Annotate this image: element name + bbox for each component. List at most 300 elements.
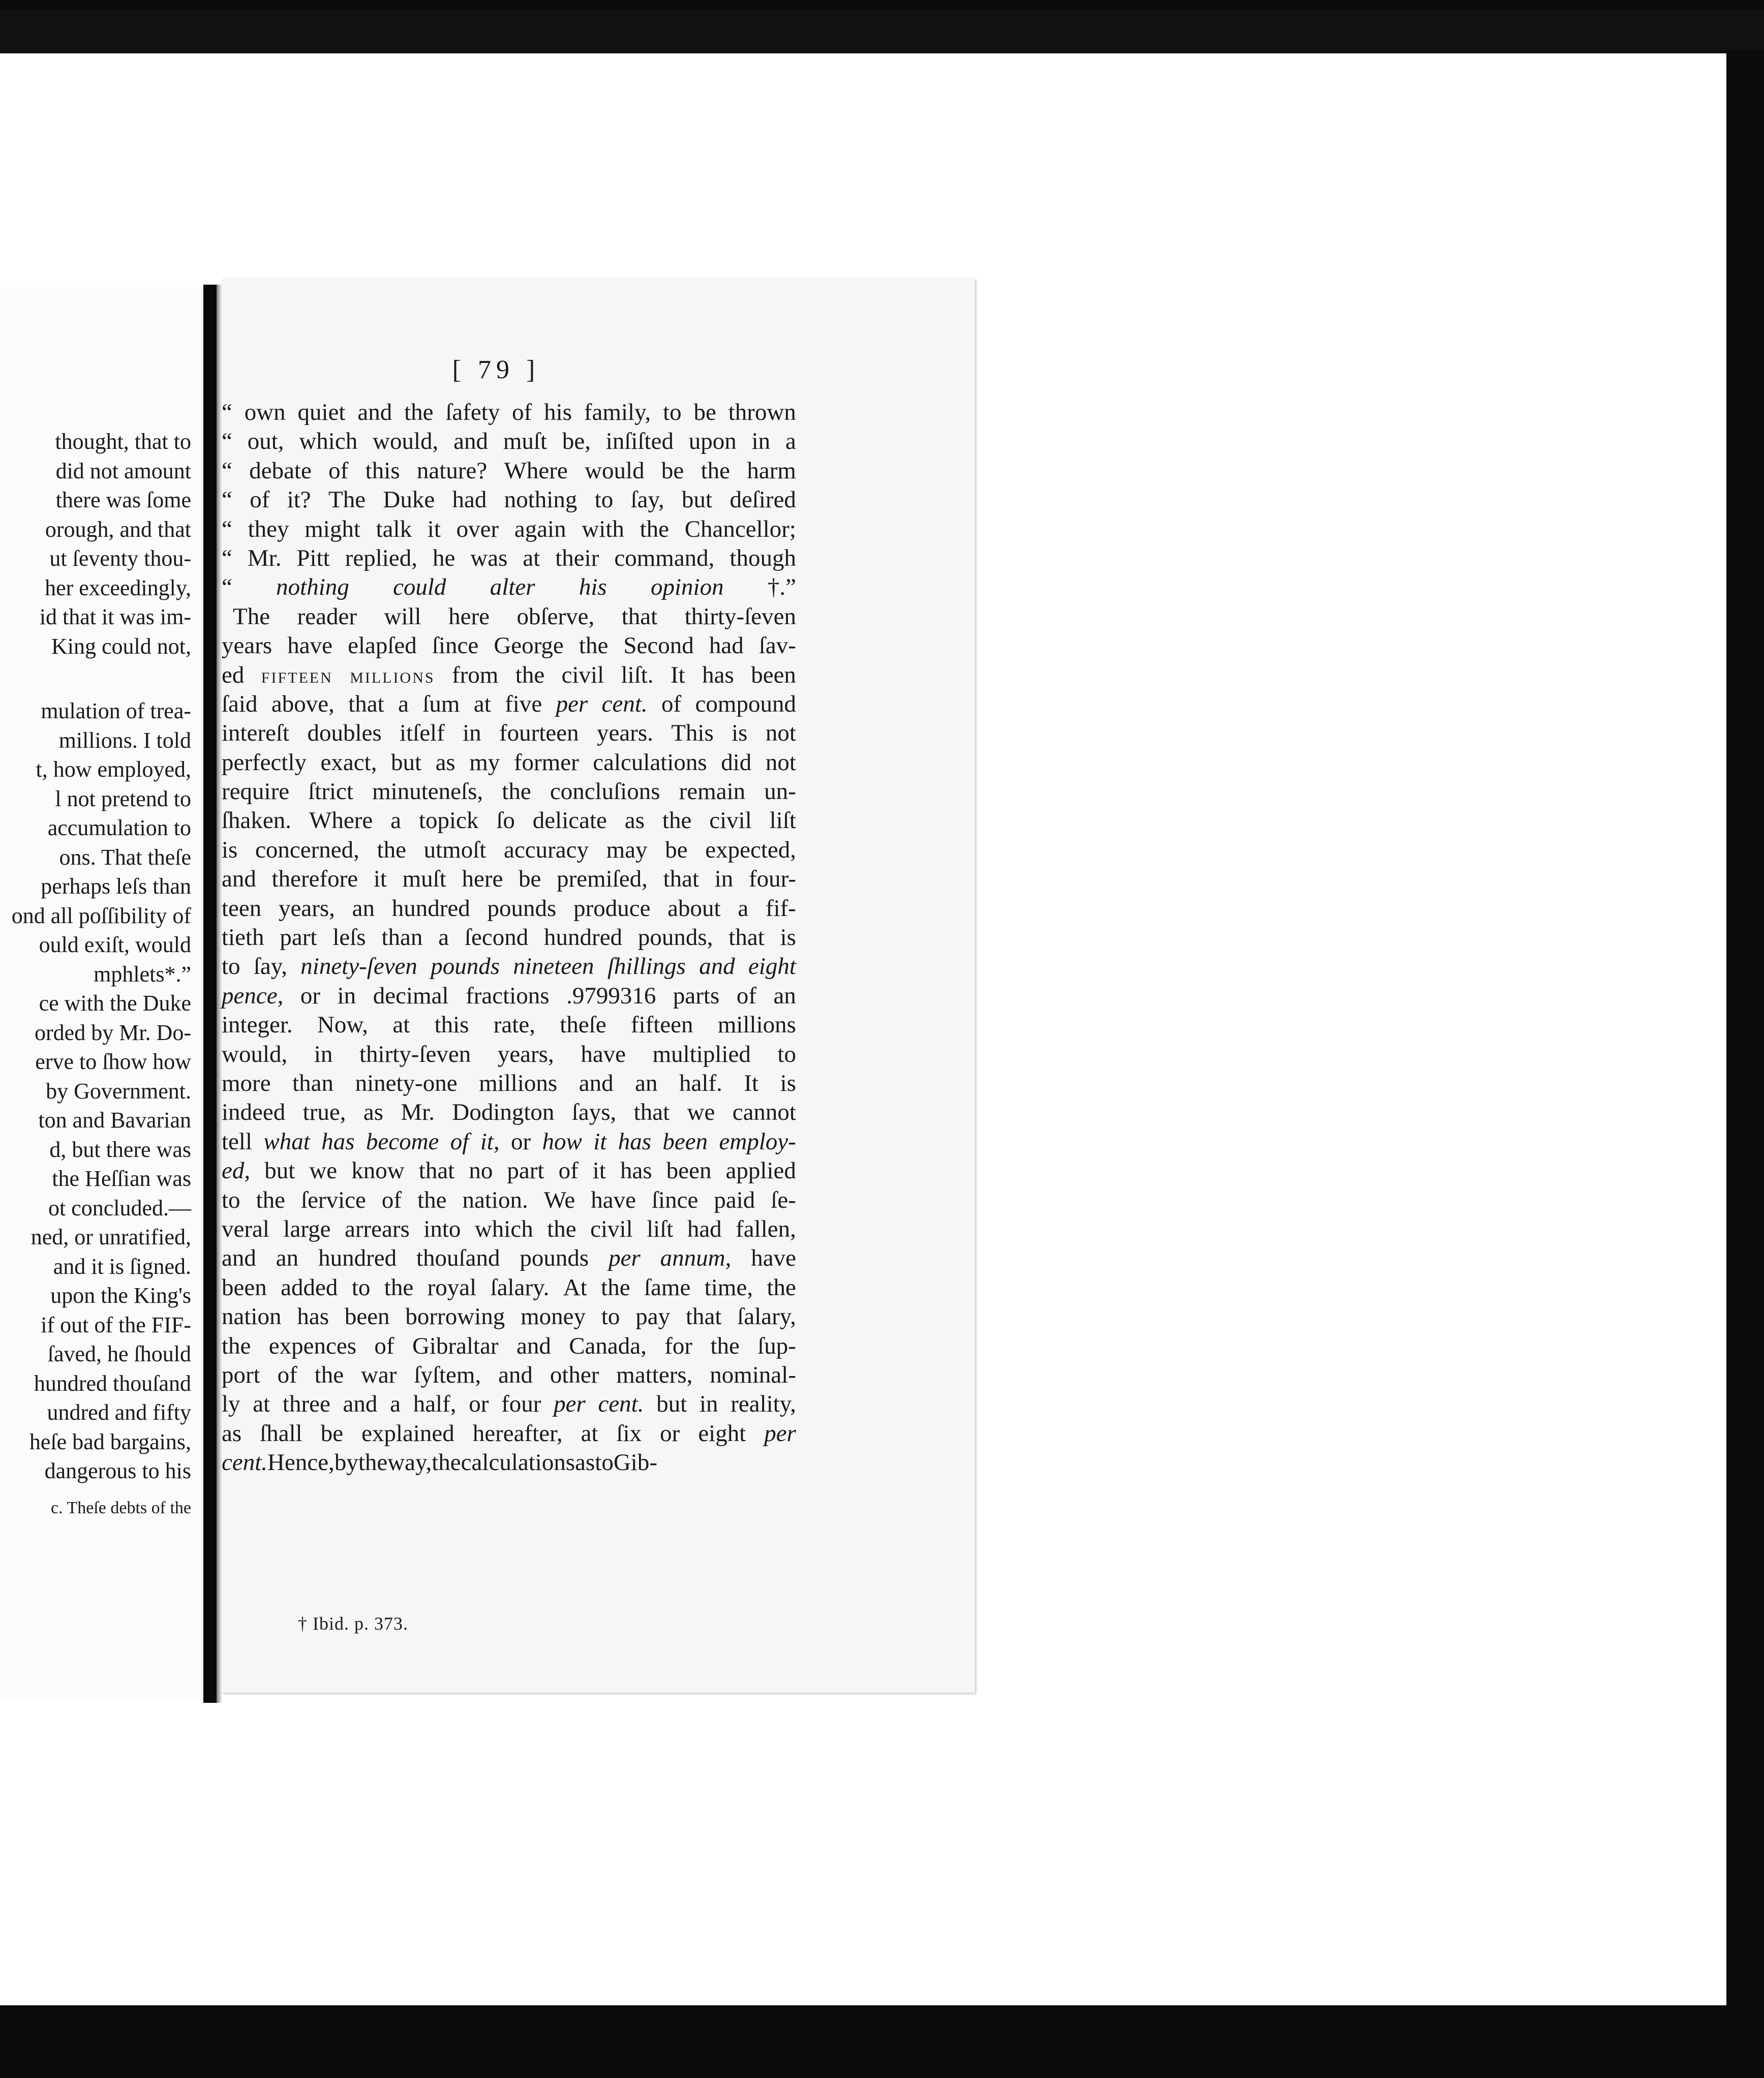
word: former: [513, 749, 579, 776]
word: nominal-: [710, 1361, 796, 1388]
word: or: [469, 1391, 489, 1418]
word: be: [320, 1420, 344, 1447]
text-line: [222, 894, 796, 923]
word: into: [423, 1215, 461, 1242]
word: own: [244, 399, 286, 425]
word: the: [256, 1186, 285, 1213]
word: he: [432, 544, 455, 571]
word: eight: [748, 953, 796, 980]
facing-text-line: ould exiſt, would: [39, 932, 191, 957]
facing-text-line: and it is ſigned.: [53, 1254, 191, 1279]
word: the: [710, 1332, 740, 1359]
word: perfectly: [222, 749, 307, 776]
word: ninety-ſeven: [300, 953, 417, 980]
word: as: [624, 807, 645, 834]
text-line: [222, 982, 796, 1011]
word: at: [523, 544, 540, 571]
word: be: [519, 866, 541, 893]
word: thirty-ſeven: [359, 1041, 471, 1067]
word: of: [381, 1186, 402, 1213]
word: years,: [497, 1041, 554, 1067]
text-line: [222, 515, 796, 544]
word: an: [352, 895, 375, 922]
facing-text-line: erve to ſhow how: [35, 1049, 191, 1074]
word: have: [751, 1245, 796, 1272]
word: the: [417, 1186, 447, 1213]
word: to: [777, 1041, 796, 1067]
word: their: [555, 544, 599, 571]
facing-text-line: perhaps leſs than: [41, 874, 191, 899]
word: Now,: [317, 1012, 369, 1038]
word: years: [222, 632, 272, 659]
word: fourteen: [499, 720, 579, 747]
word: arrears: [344, 1215, 410, 1242]
word: thirty-ſeven: [684, 603, 796, 630]
text-line: [222, 1361, 796, 1390]
word: nation: [222, 1303, 282, 1330]
word: pounds: [431, 953, 500, 980]
word: of: [250, 486, 270, 513]
text-line: [222, 661, 796, 690]
text-line: [222, 427, 796, 456]
word: the: [384, 1274, 414, 1301]
word: “: [222, 515, 232, 542]
word: The: [328, 486, 366, 513]
word: accuracy: [504, 836, 589, 863]
word: the: [701, 457, 731, 484]
word: eight: [698, 1420, 746, 1447]
word: at: [392, 1012, 410, 1038]
word: Where: [309, 807, 373, 834]
word: civil: [561, 661, 604, 688]
word: is: [222, 836, 238, 863]
text-line: [222, 836, 796, 865]
word: had: [452, 486, 487, 513]
word: Gib-: [613, 1449, 658, 1476]
word: way,: [387, 1449, 432, 1476]
word: has: [620, 1157, 652, 1184]
word: to: [594, 486, 614, 513]
word: the: [640, 515, 669, 542]
word: nothing: [504, 486, 577, 513]
text-line: [222, 544, 796, 573]
word: ſay,: [630, 486, 664, 513]
word: ſix: [616, 1420, 642, 1447]
word: remain: [679, 778, 746, 805]
word: theſe: [560, 1012, 606, 1038]
facing-text-line: dangerous to his: [44, 1458, 191, 1483]
facing-text-line: ond all poſſibility of: [11, 903, 191, 928]
text-line: [222, 1419, 796, 1448]
word: harm: [747, 457, 796, 484]
word: family,: [584, 399, 651, 425]
word: fifteen: [630, 1012, 693, 1038]
word: calculations: [461, 1449, 575, 1476]
facing-text-line: there was ſome: [55, 487, 191, 512]
word: decimal: [373, 982, 449, 1009]
word: cent.: [598, 1391, 644, 1418]
facing-text-line: ned, or unratified,: [31, 1225, 191, 1249]
text-line: [222, 1127, 796, 1156]
word: tell: [222, 1128, 253, 1155]
text-line: [222, 1448, 796, 1477]
word: Pitt: [296, 544, 330, 571]
word: in: [314, 1041, 333, 1067]
page-body-text: [222, 398, 796, 1477]
word: has: [702, 661, 734, 688]
facing-text-line: id that it was im-: [39, 604, 191, 629]
word: would,: [373, 428, 439, 455]
word: We: [543, 1186, 575, 1213]
word: of: [450, 1128, 469, 1155]
word: deſired: [729, 486, 796, 513]
word: years,: [279, 895, 335, 922]
word: pounds,: [637, 924, 713, 951]
word: was: [470, 544, 508, 571]
word: minuteneſs,: [372, 778, 483, 805]
word: it: [427, 515, 441, 542]
text-line: [222, 1215, 796, 1244]
word: of: [736, 982, 756, 1009]
word: an: [773, 982, 796, 1009]
word: the: [547, 1215, 576, 1242]
word: true,: [302, 1099, 346, 1126]
word: in: [337, 982, 356, 1009]
word: is: [732, 720, 748, 747]
word: veral: [222, 1215, 269, 1242]
facing-text-line: thought, that to: [55, 429, 191, 454]
word: is: [780, 1069, 796, 1096]
word: This: [671, 720, 714, 747]
text-line: [222, 1069, 796, 1098]
word: parts: [673, 982, 720, 1009]
word: the: [377, 836, 406, 863]
word: ſince: [432, 632, 479, 659]
word: will: [384, 603, 421, 630]
word: exact,: [320, 749, 377, 776]
word: hundred: [544, 924, 623, 951]
word: “: [222, 428, 232, 455]
word: cent.: [222, 1449, 268, 1476]
word: that: [663, 866, 699, 893]
facing-text-line: ons. That theſe: [59, 844, 191, 870]
word: “: [222, 574, 232, 601]
text-line: [222, 1186, 796, 1215]
scanner-bottom-border: [0, 2005, 1764, 2078]
word: replied,: [345, 544, 417, 571]
word: which: [474, 1215, 533, 1242]
book-gutter: [203, 285, 217, 1703]
word: this: [365, 457, 400, 484]
word: as: [575, 1449, 595, 1476]
word: pounds: [520, 1245, 589, 1272]
word: have: [581, 1041, 626, 1067]
word: muſt: [503, 428, 548, 455]
word: liſt: [647, 1215, 674, 1242]
word: thouſand: [416, 1245, 500, 1272]
facing-text-line: ton and Bavarian: [38, 1108, 191, 1133]
facing-text-line: hundred thouſand: [34, 1370, 191, 1396]
word: ly: [222, 1391, 240, 1418]
word: what: [263, 1128, 310, 1155]
word: the: [404, 399, 434, 425]
word: has: [618, 1128, 652, 1155]
text-line: [222, 748, 796, 777]
word: civil: [709, 807, 752, 834]
word: had: [709, 632, 744, 659]
word: ſince: [651, 1186, 698, 1213]
word: large: [283, 1215, 331, 1242]
word: obſerve,: [516, 603, 595, 630]
word: fractions: [466, 982, 550, 1009]
word: but: [390, 749, 422, 776]
word: half.: [679, 1069, 722, 1096]
book-page: [222, 279, 975, 1693]
word: ſays,: [571, 1099, 617, 1126]
word: my: [469, 749, 500, 776]
word: per: [554, 1391, 586, 1418]
word: at: [473, 690, 491, 717]
word: “: [222, 399, 232, 425]
word: that: [418, 1157, 455, 1184]
word: reader: [297, 603, 357, 630]
word: rate,: [493, 1012, 535, 1038]
word: may: [606, 836, 648, 863]
word: ſervice: [301, 1186, 366, 1213]
word: not: [765, 749, 796, 776]
word: four: [501, 1391, 541, 1418]
word: part: [507, 1157, 544, 1184]
word: and: [343, 1391, 378, 1418]
word: or: [510, 1128, 531, 1155]
word: Gibraltar: [412, 1332, 499, 1359]
text-line: [222, 865, 796, 894]
word: the: [579, 632, 609, 659]
facing-text-line: l not pretend to: [55, 786, 191, 811]
word: millions: [717, 1012, 796, 1038]
word: nothing: [276, 574, 349, 601]
word: ſhall: [260, 1420, 302, 1447]
word: that: [621, 603, 658, 630]
facing-page-cropped: [0, 287, 203, 1700]
word: expences: [268, 1332, 357, 1359]
word: did: [721, 749, 752, 776]
text-line: [222, 1098, 796, 1127]
word: annum,: [660, 1245, 732, 1272]
word: be: [693, 399, 716, 425]
word: premiſed,: [557, 866, 648, 893]
word: applied: [725, 1157, 796, 1184]
word: had: [687, 1215, 722, 1242]
word: five: [505, 690, 542, 717]
word: be: [665, 836, 688, 863]
word: compound: [695, 690, 796, 717]
word: Canada,: [569, 1332, 647, 1359]
word: ſup-: [757, 1332, 796, 1359]
word: at: [253, 1391, 270, 1418]
word: time,: [704, 1274, 753, 1301]
word: cannot: [732, 1099, 796, 1126]
text-line: [222, 398, 796, 427]
word: fallen,: [736, 1215, 796, 1242]
word: than: [292, 1069, 334, 1096]
word: pounds: [487, 895, 557, 922]
word: ſhillings: [607, 953, 686, 980]
word: to: [351, 1274, 371, 1301]
word: ſame: [644, 1274, 691, 1301]
word: calculations: [593, 749, 707, 776]
word: elapſed: [348, 632, 417, 659]
word: how: [542, 1128, 582, 1155]
word: is: [780, 924, 796, 951]
word: though: [729, 544, 796, 571]
word: an: [635, 1069, 658, 1096]
word: years.: [596, 720, 653, 747]
word: ninety-one: [355, 1069, 458, 1096]
word: ſafety: [445, 399, 500, 425]
word: hundred: [391, 895, 470, 922]
word: ſav-: [758, 632, 796, 659]
word: matters,: [616, 1361, 693, 1388]
facing-text-line: ſaved, he ſhould: [47, 1341, 191, 1366]
word: It: [744, 1069, 759, 1096]
word: fif-: [765, 895, 796, 922]
word: “: [222, 486, 232, 513]
facing-text-line: heſe bad bargains,: [29, 1429, 191, 1454]
word: added: [281, 1274, 338, 1301]
facing-text-line: ce with the Duke: [39, 991, 191, 1016]
word: three: [282, 1391, 330, 1418]
facing-text-line: by Government.: [46, 1078, 191, 1104]
word: Mr.: [401, 1099, 435, 1126]
word: to: [601, 1303, 620, 1330]
word: it: [592, 1157, 606, 1184]
facing-text-line: [0, 661, 191, 696]
word: been: [222, 1274, 267, 1301]
word: require: [222, 778, 290, 805]
word: and: [699, 953, 735, 980]
text-line: [222, 719, 796, 748]
word: above,: [271, 690, 334, 717]
page-number: [ 79 ]: [452, 355, 540, 384]
text-line: [222, 1390, 796, 1419]
word: might: [305, 515, 360, 542]
word: it,: [480, 1128, 500, 1155]
word: and: [222, 1245, 256, 1272]
word: have: [591, 1186, 636, 1213]
word: it: [373, 866, 387, 893]
word: reality,: [731, 1391, 796, 1418]
word: or: [300, 982, 321, 1009]
word: ſum: [422, 690, 460, 717]
word: itſelf: [400, 720, 445, 747]
facing-text-line: mulation of trea-: [41, 698, 191, 723]
word: ſyſtem,: [414, 1361, 481, 1388]
word: but: [264, 1157, 295, 1184]
word: leſs: [332, 924, 366, 951]
word: and: [579, 1069, 614, 1096]
word: to: [663, 399, 682, 425]
word: the: [601, 1274, 630, 1301]
word: they: [248, 515, 289, 542]
word: a: [398, 690, 409, 717]
word: muſt: [402, 866, 446, 893]
word: from: [451, 661, 499, 688]
word: per: [764, 1420, 796, 1447]
word: hundred: [318, 1245, 397, 1272]
word: Where: [504, 457, 568, 484]
word: command,: [614, 544, 715, 571]
word: it: [593, 1128, 607, 1155]
scanner-top-shadow: [0, 10, 1764, 53]
word: the: [358, 1449, 388, 1476]
word: again: [514, 515, 566, 542]
word: with: [582, 515, 624, 542]
word: civil: [590, 1215, 633, 1242]
word: war: [360, 1361, 397, 1388]
word: or: [660, 1420, 680, 1447]
word: money: [521, 1303, 586, 1330]
word: his: [544, 399, 572, 425]
word: as: [435, 749, 455, 776]
word: pay: [635, 1303, 671, 1330]
word: royal: [427, 1274, 477, 1301]
word: be,: [562, 428, 591, 455]
word: pence,: [222, 982, 284, 1009]
word: but: [656, 1391, 687, 1418]
word: liſt.: [621, 661, 654, 688]
word: over: [456, 515, 499, 542]
word: topick: [418, 807, 479, 834]
word: in: [751, 428, 771, 455]
word: quiet: [297, 399, 346, 425]
facing-text-line: did not amount: [55, 458, 191, 483]
text-line: [222, 1302, 796, 1331]
word: thrown: [728, 399, 796, 425]
word: “: [222, 544, 232, 571]
word: and: [453, 428, 488, 455]
word: about: [667, 895, 721, 922]
word: nature?: [416, 457, 488, 484]
text-line: [222, 573, 796, 602]
word: †.”: [767, 574, 796, 601]
text-line: [222, 690, 796, 719]
word: upon: [688, 428, 737, 455]
word: been: [344, 1303, 390, 1330]
word: FIFTEEN: [261, 669, 333, 686]
word: alter: [490, 574, 535, 601]
word: .9799316: [566, 982, 656, 1009]
word: out,: [247, 428, 284, 455]
word: Dodington: [452, 1099, 555, 1126]
word: of: [328, 457, 349, 484]
word: doubles: [307, 720, 382, 747]
word: to: [222, 1186, 240, 1213]
word: could: [393, 574, 446, 601]
word: his: [579, 574, 607, 601]
word: tieth: [222, 924, 264, 951]
facing-footnote: c. Theſe debts of the: [50, 1498, 191, 1517]
text-line: [222, 631, 796, 660]
word: the: [662, 807, 692, 834]
word: an: [276, 1245, 299, 1272]
facing-text-line: accumulation to: [47, 815, 191, 840]
word: ſay,: [253, 953, 287, 980]
text-line: [222, 806, 796, 835]
word: per: [556, 690, 588, 717]
word: of: [558, 1157, 579, 1184]
word: Mr.: [247, 544, 282, 571]
